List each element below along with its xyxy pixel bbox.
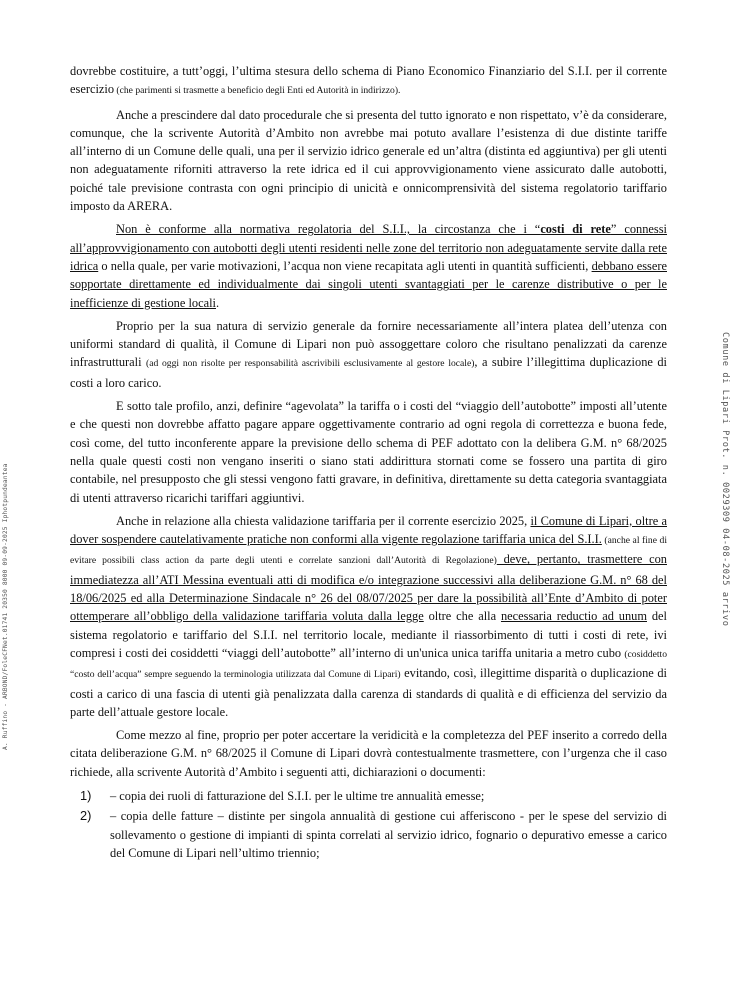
paragraph-6-text-d: evitando, così, illegittime disparità o duplicazione di costi a carico di una fascia di utenti già penalizzata dalla carenza di standards di qualità e di efficienza del servizio da parte dell’attuale gestore locale. <box>70 666 667 719</box>
paragraph-3 <box>70 220 667 311</box>
paragraph-6 <box>70 512 667 721</box>
paragraph-6-text-a: Anche in relazione alla chiesta validazione tariffaria per il corrente esercizio 2025, <box>116 513 531 528</box>
list-item <box>70 807 667 862</box>
paragraph-6-note-2: (cosiddetto “costo dell’acqua” sempre seguendo la terminologia utilizzata dal Comune di Lipari) <box>70 648 667 681</box>
paragraph-3-underlined-1: Non è conforme alla normativa regolatoria del S.I.I., la circostanza che i “ <box>116 222 541 237</box>
paragraph-3-underlined-2: ” connessi all’approvvigionamento con autobotti degli utenti residenti nelle zone del territorio non adeguatamente servite dalla rete idrica <box>70 222 667 273</box>
paragraph-4 <box>70 317 667 392</box>
list-item-text: – copia delle fatture – distinte per singola annualità di gestione cui afferiscono - per le spese del servizio di sollevamento o gestione di impianti di spinta correlati al servizio idrico, fognario o depurativo emesse a carico del Comune di Lipari nell’ultimo triennio; <box>110 809 667 860</box>
paragraph-6-underlined-3: necessaria reductio ad unum <box>500 609 647 624</box>
protocol-stamp: Comune di Lipari Prot. n. 0029309 04-08-2025 arrivo <box>720 332 730 627</box>
paragraph-4-note: (ad oggi non risolte per responsabilità ascrivibili esclusivamente al gestore locale) <box>146 358 475 370</box>
paragraph-7: Come mezzo al fine, proprio per poter accertare la veridicità e la completezza del PEF inserito a corredo della citata deliberazione G.M. n° 68/2025 il Comune di Lipari dovrà contestualmente trasmettere, con l’urgenza che il caso richiede, alla scrivente Autorità d’Ambito i seguenti atti, dichiarazioni o documenti: <box>70 728 667 779</box>
paragraph-6-underlined-2: deve, pertanto, trasmettere con immediatezza all’ATI Messina eventuali atti di modifica e/o integrazione successivi alla deliberazione G.M. n° 68 del 18/06/2025 ed alla Determinazione Sindacale n° 26 del 08/07/2025 per dare la possibilità all’Ente d’Ambito di poter ottemperare all’obbligo della validazione tariffaria voluta dalla legge <box>70 552 667 624</box>
left-margin-stamp: A. Ruffino - ARBOND/FoleCFNet.01741 20350 8000 09-09-2025 Iphotpundeantea <box>2 463 9 750</box>
document-page <box>70 62 667 864</box>
paragraph-2: Anche a prescindere dal dato procedurale che si presenta del tutto ignorato e non rispettato, v’è da considerare, comunque, che la scrivente Autorità d’Ambito non avrebbe mai potuto avallare l’esistenza di due distinte tariffe all’interno di un Comune delle quali, una per il servizio idrico generale ed un’altra (distinta ed aggiuntiva) per gli utenti non adeguatamente riforniti attraverso la rete idrica ed il cui approvvigionamento viene assicurato dalle autobotti, poiché tale previsione contrasta con ogni principio di unicità e onnicomprensività del sistema regolatorio tariffario imposto da ARERA. <box>70 107 667 214</box>
list-item-number: 2) <box>80 808 92 824</box>
paragraph-3-end: . <box>216 295 220 310</box>
paragraph-3-underlined-3: debbano essere sopportate direttamente ed individualmente dai singoli utenti svantaggiati per le carenze distributive o per le inefficienze di gestione locali <box>70 258 667 310</box>
paragraph-5: E sotto tale profilo, anzi, definire “agevolata” la tariffa o i costi del “viaggio dell’autobotte” imposti all’utente e che questi non dovrebbe affatto pagare appare oggettivamente contrario ad ogni regola di correttezza e buona fede, così come, del tutto inconferente appare la previsione dello schema di PEF adottato con la delibera G.M. n° 68/2025 nella quale questi costi non vengano inseriti o siano stati addirittura stornati come se fossero una partita di giro contabile, nel presupposto che gli stessi vengono fatti gravare, in definitiva, direttamente su detta categoria svantaggiata di utenti attraverso ricarichi tariffari aggiuntivi. <box>70 399 667 505</box>
paragraph-4-text-b: , a subire l’illegittima duplicazione di costi a loro carico. <box>70 355 667 390</box>
paragraph-3-bold: costi di rete <box>540 222 611 237</box>
list-item <box>70 787 667 805</box>
paragraph-1-text: dovrebbe costituire, a tutt’oggi, l’ultima stesura dello schema di Piano Economico Finanziario del S.I.I. per il corrente esercizio <box>70 64 667 97</box>
paragraph-6-text-b: oltre che alla <box>423 609 501 624</box>
paragraph-3-plain: o nella quale, per varie motivazioni, l’acqua non viene recapitata agli utenti in quantità sufficienti, <box>98 258 592 273</box>
paragraph-6-text-c: del sistema regolatorio e tariffario del S.I.I. nel territorio locale, mediante il riassorbimento di tutti i costi di rete, ivi compresi i costi dei cosiddetti “viaggi dell’autobotte” all’interno di un'unica unica tariffa unitaria a metro cubo <box>70 609 667 660</box>
paragraph-1 <box>70 62 667 101</box>
paragraph-4-text-a: Proprio per la sua natura di servizio generale da fornire necessariamente all’intera platea dell’utenza con uniformi standard di qualità, il Comune di Lipari non può assoggettare coloro che risultano penalizzati da carenze infrastrutturali <box>70 318 667 370</box>
list-item-text: – copia dei ruoli di fatturazione del S.I.I. per le ultime tre annualità emesse; <box>110 788 485 803</box>
paragraph-6-underlined-1: il Comune di Lipari, oltre a dover sospendere cautelativamente pratiche non conformi alla vigente regolazione tariffaria unica del S.I.I. <box>70 513 667 547</box>
document-list <box>70 787 667 862</box>
list-item-number: 1) <box>80 787 92 803</box>
paragraph-1-note: (che parimenti si trasmette a beneficio degli Enti ed Autorità in indirizzo). <box>114 85 401 97</box>
paragraph-6-note-1: (anche al fine di evitare possibili class action da parte degli utenti e correlate sanzioni dall’Autorità di Regolazione) <box>70 535 667 567</box>
